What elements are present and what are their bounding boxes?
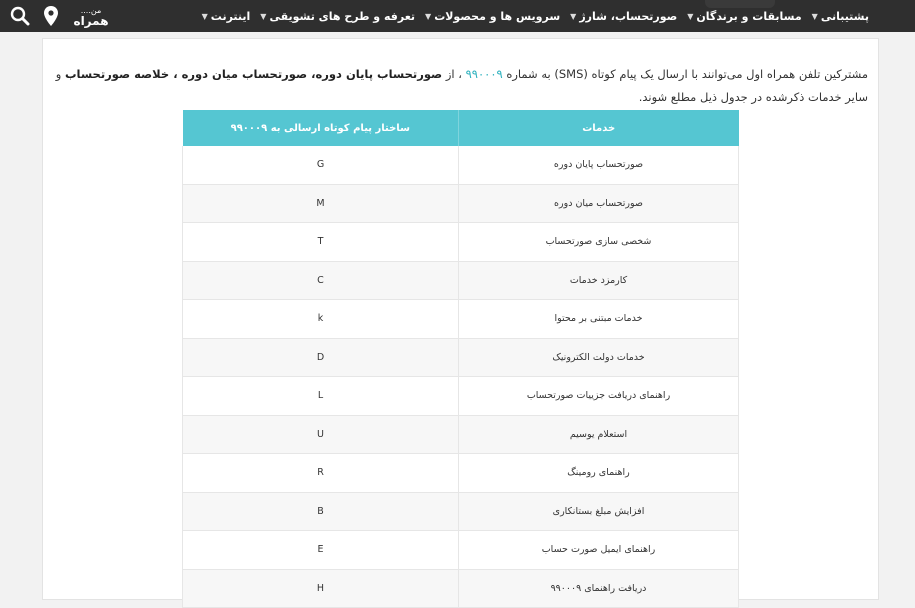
short-code-number: ۹۹۰۰۰۹ [465, 66, 503, 81]
service-name-cell: کارمزد خدمات [459, 261, 739, 300]
nav-item-tariffs[interactable] [260, 10, 415, 23]
chevron-down-icon: ▼ [811, 11, 818, 21]
table-row [183, 377, 739, 416]
search-icon[interactable] [10, 6, 30, 26]
top-navigation-bar [0, 0, 915, 32]
sms-services-table [182, 110, 739, 608]
sms-code-cell: U [183, 415, 459, 454]
header-icons [10, 0, 110, 32]
chevron-down-icon: ▼ [687, 11, 694, 21]
nav-label: اینترنت [210, 9, 251, 23]
main-menu [202, 0, 869, 32]
table-row [183, 223, 739, 262]
nav-item-contests[interactable] [687, 10, 801, 23]
sms-code-cell: L [183, 377, 459, 416]
sms-code-cell: D [183, 338, 459, 377]
nav-item-billing[interactable] [570, 10, 677, 23]
logo-text: همراه [73, 14, 109, 28]
sms-code-cell: E [183, 531, 459, 570]
service-name-cell: استعلام یوسیم [459, 415, 739, 454]
chevron-down-icon: ▼ [570, 11, 577, 21]
header-services: خدمات [459, 110, 739, 146]
sms-code-cell: T [183, 223, 459, 262]
service-name-cell: شخصی سازی صورتحساب [459, 223, 739, 262]
sms-code-cell: B [183, 492, 459, 531]
service-name-cell: افزایش مبلغ بستانکاری [459, 492, 739, 531]
table-row [183, 338, 739, 377]
table-row [183, 261, 739, 300]
sms-code-cell: R [183, 454, 459, 493]
sms-code-cell: C [183, 261, 459, 300]
nav-item-support[interactable] [812, 10, 869, 23]
service-name-cell: خدمات مبتنی بر محتوا [459, 300, 739, 339]
nav-item-services[interactable] [425, 10, 560, 23]
intro-bold-services: صورتحساب پایان دوره، صورتحساب میان دوره ، خلاصه صورتحساب [64, 66, 443, 81]
chevron-down-icon: ▼ [425, 11, 432, 21]
table-header-row [183, 110, 739, 146]
table-row [183, 184, 739, 223]
table-row [183, 492, 739, 531]
table-row [183, 415, 739, 454]
intro-text-1: مشترکین تلفن همراه اول می‌توانند با ارسال یک پیام کوتاه (SMS) به شماره [502, 66, 868, 81]
logo-subtext: ....من [80, 6, 102, 15]
sms-code-cell: G [183, 146, 459, 184]
service-name-cell: راهنمای دریافت جزییات صورتحساب [459, 377, 739, 416]
content-card [42, 38, 879, 600]
sms-code-cell: H [183, 569, 459, 608]
service-name-cell: خدمات دولت الکترونیک [459, 338, 739, 377]
sms-code-cell: k [183, 300, 459, 339]
service-name-cell: صورتحساب میان دوره [459, 184, 739, 223]
nav-label: پشتیبانی [820, 9, 869, 23]
table-row [183, 146, 739, 184]
service-name-cell: راهنمای ایمیل صورت حساب [459, 531, 739, 570]
table-row [183, 569, 739, 608]
nav-item-internet[interactable] [202, 10, 251, 23]
table-row [183, 454, 739, 493]
sms-code-cell: M [183, 184, 459, 223]
nav-label: مسابقات و برندگان [696, 9, 802, 23]
table-row [183, 531, 739, 570]
header-sms-structure: ساختار پیام کوتاه ارسالی به ۹۹۰۰۰۹ [183, 110, 459, 146]
intro-text-3: و سایر خدمات ذکرشده در جدول ذیل مطلع شوند. [55, 66, 868, 104]
nav-label: تعرفه و طرح های تشویقی [269, 9, 416, 23]
location-pin-icon[interactable] [44, 6, 58, 26]
intro-text-2: ، از [442, 66, 466, 81]
table-row [183, 300, 739, 339]
chevron-down-icon: ▼ [260, 11, 267, 21]
chevron-down-icon: ▼ [201, 11, 208, 21]
service-name-cell: راهنمای رومینگ [459, 454, 739, 493]
hamrah-logo[interactable] [72, 5, 110, 27]
nav-label: صورتحساب، شارژ [579, 9, 678, 23]
service-name-cell: دریافت راهنمای ۹۹۰۰۰۹ [459, 569, 739, 608]
nav-label: سرویس ها و محصولات [434, 9, 561, 23]
service-name-cell: صورتحساب پایان دوره [459, 146, 739, 184]
intro-paragraph [53, 63, 868, 109]
